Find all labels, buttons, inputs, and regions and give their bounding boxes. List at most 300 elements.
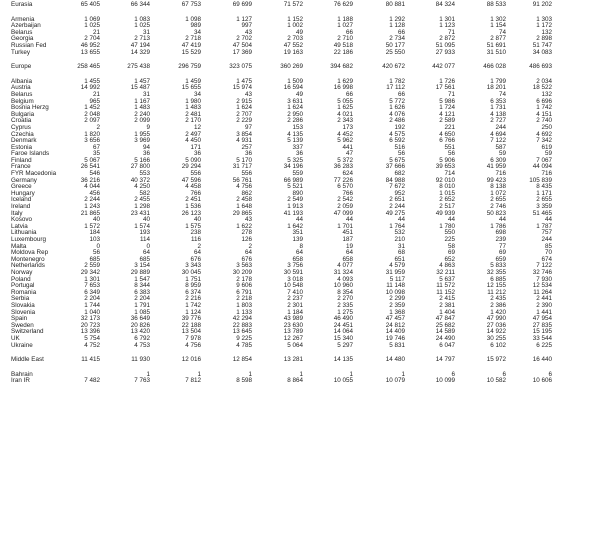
value-cell: 56 761 (232, 176, 252, 184)
value-cell: 36 216 (80, 176, 100, 184)
value-cell: 8 354 (337, 288, 353, 296)
region-name: Europe (11, 63, 32, 71)
value-cell: 1 622 (236, 222, 252, 230)
value-cell: 757 (541, 229, 552, 237)
value-cell: 12 (193, 123, 201, 131)
value-cell: 10 099 (435, 377, 455, 385)
value-cell: 244 (541, 236, 552, 243)
value-cell: 275 438 (127, 63, 150, 71)
value-cell: 36 (193, 150, 201, 158)
value-cell: 51 095 (435, 41, 455, 49)
value-cell: 11 572 (436, 282, 455, 290)
value-cell: 66 (397, 28, 405, 36)
value-cell: 1 243 (84, 203, 100, 211)
value-cell: 6 225 (536, 341, 552, 349)
value-cell: 49 (295, 90, 303, 98)
value-cell: 1 133 (236, 308, 252, 316)
value-cell: 13 655 (80, 48, 100, 56)
value-cell: 1 731 (490, 104, 506, 112)
region-name: Malta (11, 242, 27, 250)
value-cell: 1 015 (439, 189, 455, 197)
value-cell: 1 625 (337, 104, 353, 112)
value-cell: 56 (92, 249, 100, 257)
value-cell: 31 510 (486, 48, 506, 56)
value-cell: 556 (190, 170, 201, 178)
region-name: UK (11, 334, 20, 342)
value-cell: 5 962 (337, 137, 353, 145)
value-cell: 2 877 (490, 35, 506, 43)
region-name: Cyprus (11, 123, 31, 131)
value-cell: 1 483 (134, 104, 150, 112)
value-cell: 20 826 (130, 321, 150, 329)
region-name: Croatia (11, 117, 32, 125)
value-cell: 1 (248, 370, 252, 378)
value-cell: 66 344 (130, 1, 150, 8)
value-cell: 16 998 (333, 84, 353, 92)
value-cell: 550 (444, 229, 455, 237)
value-cell: 3 343 (185, 262, 201, 270)
value-cell: 12 016 (181, 356, 201, 364)
region-name: Ukraine (11, 341, 33, 349)
value-cell: 24 812 (385, 321, 405, 329)
value-cell: 99 423 (486, 176, 506, 184)
value-cell: 337 (292, 143, 303, 151)
value-cell: 3 656 (84, 137, 100, 145)
region-name: Greece (11, 183, 32, 191)
value-cell: 1 764 (389, 222, 405, 230)
value-cell: 1 301 (439, 15, 455, 23)
value-cell: 1 648 (236, 203, 252, 211)
value-cell: 67 (92, 143, 100, 151)
value-cell: 14 797 (435, 356, 455, 364)
value-cell: 10 606 (532, 377, 552, 385)
value-cell: 10 548 (283, 282, 303, 290)
value-cell: 221 (444, 123, 455, 131)
value-cell: 4 756 (185, 341, 201, 349)
value-cell: 8 864 (287, 377, 303, 385)
value-cell: 1 302 (490, 15, 506, 23)
value-cell: 23 431 (130, 209, 150, 217)
region-name: Eurasia (11, 1, 33, 8)
value-cell: 5 675 (389, 156, 405, 164)
value-cell: 6 570 (337, 183, 353, 191)
region-name: Armenia (11, 15, 35, 23)
value-cell: 44 (397, 216, 405, 224)
value-cell: 69 (447, 249, 455, 257)
value-cell: 685 (89, 255, 100, 263)
value-cell: 40 (142, 216, 150, 224)
value-cell: 1 913 (287, 203, 303, 211)
value-cell: 2 559 (84, 262, 100, 270)
region-name: Middle East (11, 356, 44, 364)
value-cell: 24 490 (435, 334, 455, 342)
value-cell: 44 (498, 216, 506, 224)
value-cell: 1 303 (536, 15, 552, 23)
value-cell: 116 (190, 236, 201, 243)
value-cell: 2 740 (536, 117, 552, 125)
value-cell: 8 435 (536, 183, 552, 191)
value-cell: 25 682 (435, 321, 455, 329)
value-cell: 6 791 (236, 288, 252, 296)
value-cell: 1 441 (536, 308, 552, 316)
value-cell: 31 959 (385, 268, 405, 276)
value-cell: 69 699 (232, 1, 252, 8)
value-cell: 2 178 (236, 275, 252, 283)
value-cell: 4 753 (134, 341, 150, 349)
value-cell: 47 194 (130, 41, 150, 49)
value-cell: 13 504 (181, 328, 201, 336)
value-cell: 1 171 (536, 189, 552, 197)
value-cell: 4 458 (185, 183, 201, 191)
value-cell: 2 872 (439, 35, 455, 43)
value-cell: 420 672 (382, 63, 405, 71)
value-cell: 74 (498, 90, 506, 98)
value-cell: 1 624 (287, 104, 303, 112)
value-cell: 685 (139, 255, 150, 263)
value-cell: 2 542 (337, 196, 353, 204)
value-cell: 4 044 (84, 183, 100, 191)
value-cell: 486 693 (529, 63, 552, 71)
value-cell: 5 064 (287, 341, 303, 349)
region-name: Kosovo (11, 216, 33, 224)
value-cell: 2 386 (490, 301, 506, 309)
value-cell: 12 534 (532, 282, 552, 290)
value-cell: 4 650 (439, 130, 455, 138)
value-cell: 1 002 (287, 22, 303, 30)
value-cell: 126 (241, 236, 252, 243)
value-cell: 1 626 (389, 104, 405, 112)
value-cell: 27 933 (435, 48, 455, 56)
value-cell: 1 459 (185, 77, 201, 85)
value-cell: 1 368 (389, 308, 405, 316)
value-cell: 1 404 (439, 308, 455, 316)
value-cell: 3 756 (287, 262, 303, 270)
value-cell: 1 085 (134, 308, 150, 316)
value-cell: 192 (394, 123, 405, 131)
value-cell: 5 637 (439, 275, 455, 283)
value-cell: 32 173 (80, 315, 100, 323)
value-cell: 997 (241, 22, 252, 30)
value-cell: 658 (342, 255, 353, 263)
value-cell: 4 692 (536, 130, 552, 138)
value-cell: 8 010 (439, 183, 455, 191)
value-cell: 1 751 (185, 275, 201, 283)
value-cell: 587 (495, 143, 506, 151)
value-cell: 516 (394, 143, 405, 151)
value-cell: 716 (541, 170, 552, 178)
value-cell: 4 694 (490, 130, 506, 138)
value-cell: 51 747 (532, 41, 552, 49)
value-cell: 44 (295, 216, 303, 224)
value-cell: 42 294 (232, 315, 252, 323)
value-cell: 1 188 (337, 15, 353, 23)
value-cell: 2 702 (236, 35, 252, 43)
value-cell: 4 450 (185, 137, 201, 145)
value-cell: 2 286 (287, 117, 303, 125)
value-cell: 84 324 (435, 1, 455, 8)
value-cell: 30 255 (486, 334, 506, 342)
value-cell: 2 734 (389, 35, 405, 43)
value-cell: 2 237 (287, 295, 303, 303)
value-cell: 10 079 (385, 377, 405, 385)
value-cell: 66 989 (283, 176, 303, 184)
value-cell: 2 270 (337, 295, 353, 303)
value-cell: 3 854 (236, 130, 252, 138)
value-cell: 80 881 (385, 1, 405, 8)
value-cell: 225 (444, 236, 455, 243)
value-cell: 187 (342, 236, 353, 243)
value-cell: 1 574 (134, 222, 150, 230)
value-cell: 1 275 (337, 308, 353, 316)
value-cell: 39 653 (435, 163, 455, 171)
value-cell: 2 059 (337, 203, 353, 211)
value-cell: 11 148 (386, 282, 405, 290)
value-cell: 193 (139, 229, 150, 237)
value-cell: 2 170 (185, 117, 201, 125)
value-cell: 1 (146, 370, 150, 378)
value-cell: 2 486 (389, 117, 405, 125)
region-name: Lithuania (11, 229, 37, 237)
value-cell: 43 (244, 216, 252, 224)
value-cell: 36 (142, 150, 150, 158)
value-cell: 14 409 (385, 328, 405, 336)
region-name: Slovakia (11, 301, 35, 309)
value-cell: 624 (342, 170, 353, 178)
value-cell: 17 112 (386, 84, 405, 92)
value-cell: 47 954 (532, 315, 552, 323)
value-cell: 30 591 (283, 268, 303, 276)
value-cell: 44 (447, 216, 455, 224)
value-cell: 0 (96, 242, 100, 250)
value-cell: 862 (241, 189, 252, 197)
value-cell: 16 594 (283, 84, 303, 92)
value-cell: 4 151 (536, 110, 552, 118)
value-cell: 46 490 (333, 315, 353, 323)
value-cell: 10 055 (333, 377, 353, 385)
value-cell: 41 193 (283, 209, 303, 217)
value-cell: 2 299 (389, 295, 405, 303)
value-cell: 31 (397, 242, 405, 250)
region-name: Russian Fed (11, 41, 47, 49)
value-cell: 1 536 (185, 203, 201, 211)
value-cell: 1 547 (134, 275, 150, 283)
value-cell: 29 342 (80, 268, 100, 276)
value-cell: 47 (345, 150, 353, 158)
value-cell: 5 986 (439, 97, 455, 105)
value-cell: 5 372 (337, 156, 353, 164)
value-cell: 441 (342, 143, 353, 151)
region-name: Bahrain (11, 370, 33, 378)
value-cell: 153 (292, 123, 303, 131)
value-cell: 1 791 (134, 301, 150, 309)
value-cell: 29 889 (130, 268, 150, 276)
value-cell: 532 (394, 229, 405, 237)
table-row (0, 64, 600, 71)
value-cell: 14 329 (130, 48, 150, 56)
value-cell: 2 229 (236, 117, 252, 125)
value-cell: 1 744 (84, 301, 100, 309)
value-cell: 351 (292, 229, 303, 237)
value-cell: 1 509 (287, 77, 303, 85)
value-cell: 1 701 (337, 222, 353, 230)
value-cell: 22 186 (333, 48, 353, 56)
value-cell: 5 906 (439, 156, 455, 164)
value-cell: 456 (89, 189, 100, 197)
value-cell: 3 154 (134, 262, 150, 270)
value-cell: 36 (244, 150, 252, 158)
value-cell: 4 579 (389, 262, 405, 270)
region-name: Netherlands (11, 262, 45, 270)
value-cell: 1 128 (389, 22, 405, 30)
value-cell: 14 480 (385, 356, 405, 364)
region-name: Belgium (11, 97, 34, 105)
value-cell: 244 (495, 123, 506, 131)
value-cell: 6 885 (490, 275, 506, 283)
region-name: Montenegro (11, 255, 45, 263)
value-cell: 682 (394, 170, 405, 178)
value-cell: 35 (92, 150, 100, 158)
value-cell: 451 (342, 229, 353, 237)
value-cell: 43 (244, 28, 252, 36)
value-cell: 67 753 (181, 1, 201, 8)
value-cell: 1 123 (439, 22, 455, 30)
value-cell: 6 353 (490, 97, 506, 105)
table-row (0, 357, 600, 364)
value-cell: 139 (292, 236, 303, 243)
region-name: Belarus (11, 90, 33, 98)
value-cell: 20 723 (80, 321, 100, 329)
value-cell: 1 742 (536, 104, 552, 112)
value-cell: 1 (299, 370, 303, 378)
region-name: Hungary (11, 189, 35, 197)
value-cell: 5 754 (84, 334, 100, 342)
value-cell: 15 195 (532, 328, 552, 336)
value-cell: 2 713 (134, 35, 150, 43)
value-cell: 47 419 (181, 41, 201, 49)
value-cell: 2 497 (185, 130, 201, 138)
value-cell: 2 441 (536, 295, 552, 303)
value-cell: 77 (498, 242, 506, 250)
value-cell: 2 915 (236, 97, 252, 105)
value-cell: 12 854 (232, 356, 252, 364)
value-cell: 9 (146, 123, 150, 131)
value-cell: 36 283 (333, 163, 353, 171)
value-cell: 40 (92, 216, 100, 224)
value-cell: 1 152 (287, 15, 303, 23)
value-cell: 5 139 (287, 137, 303, 145)
value-cell: 714 (444, 170, 455, 178)
region-name: Germany (11, 176, 37, 184)
value-cell: 2 727 (490, 117, 506, 125)
value-cell: 1 167 (134, 97, 150, 105)
value-cell: 6 (502, 370, 506, 378)
value-cell: 11 152 (436, 288, 455, 296)
value-cell: 34 083 (532, 48, 552, 56)
value-cell: 8 959 (185, 282, 201, 290)
region-name: Iceland (11, 196, 32, 204)
value-cell: 31 717 (232, 163, 252, 171)
value-cell: 1 786 (490, 222, 506, 230)
value-cell: 15 974 (232, 84, 252, 92)
value-cell: 7 812 (185, 377, 201, 385)
value-cell: 94 (142, 143, 150, 151)
value-cell: 2 652 (439, 196, 455, 204)
value-cell: 659 (495, 255, 506, 263)
value-cell: 13 396 (80, 328, 100, 336)
region-name: Slovenia (11, 308, 36, 316)
value-cell: 2 048 (84, 110, 100, 118)
region-name: Spain (11, 315, 28, 323)
region-name: Bulgaria (11, 110, 35, 118)
value-cell: 6 592 (389, 137, 405, 145)
value-cell: 7 672 (389, 183, 405, 191)
region-name: Azerbaijan (11, 22, 41, 30)
value-cell: 559 (292, 170, 303, 178)
value-cell: 31 324 (333, 268, 353, 276)
value-cell: 105 839 (529, 176, 552, 184)
value-cell: 1 787 (536, 222, 552, 230)
value-cell: 19 163 (283, 48, 303, 56)
value-cell: 296 759 (178, 63, 201, 71)
value-cell: 676 (241, 255, 252, 263)
statistics-table (0, 2, 600, 385)
value-cell: 14 064 (333, 328, 353, 336)
region-name: Albania (11, 77, 33, 85)
region-name: France (11, 163, 31, 171)
value-cell: 91 202 (532, 1, 552, 8)
value-cell: 15 972 (486, 356, 506, 364)
value-cell: 278 (241, 229, 252, 237)
value-cell: 1 069 (84, 15, 100, 23)
value-cell: 32 211 (436, 268, 455, 276)
value-cell: 2 655 (490, 196, 506, 204)
value-cell: 49 939 (435, 209, 455, 217)
value-cell: 29 294 (181, 163, 201, 171)
value-cell: 47 099 (333, 209, 353, 217)
value-cell: 2 458 (236, 196, 252, 204)
value-cell: 2 710 (337, 35, 353, 43)
value-cell: 36 649 (130, 315, 150, 323)
value-cell: 13 281 (283, 356, 303, 364)
value-cell: 43 (244, 90, 252, 98)
value-cell: 2 097 (84, 117, 100, 125)
value-cell: 1 025 (84, 22, 100, 30)
value-cell: 1 799 (490, 77, 506, 85)
value-cell: 466 028 (483, 63, 506, 71)
value-cell: 6 766 (439, 137, 455, 145)
value-cell: 323 075 (229, 63, 252, 71)
value-cell: 47 504 (232, 41, 252, 49)
value-cell: 1 455 (84, 77, 100, 85)
value-cell: 26 541 (80, 163, 100, 171)
value-cell: 25 550 (385, 48, 405, 56)
value-cell: 6 (548, 370, 552, 378)
value-cell: 97 (244, 123, 252, 131)
value-cell: 1 724 (439, 104, 455, 112)
value-cell: 41 959 (486, 163, 506, 171)
value-cell: 716 (495, 170, 506, 178)
value-cell: 1 (349, 370, 353, 378)
value-cell: 1 803 (236, 301, 252, 309)
value-cell: 1 124 (185, 308, 201, 316)
value-cell: 1 980 (185, 97, 201, 105)
value-cell: 171 (190, 143, 201, 151)
value-cell: 1 (401, 370, 405, 378)
value-cell: 47 990 (486, 315, 506, 323)
value-cell: 66 (397, 90, 405, 98)
value-cell: 16 440 (532, 356, 552, 364)
value-cell: 47 457 (385, 315, 405, 323)
